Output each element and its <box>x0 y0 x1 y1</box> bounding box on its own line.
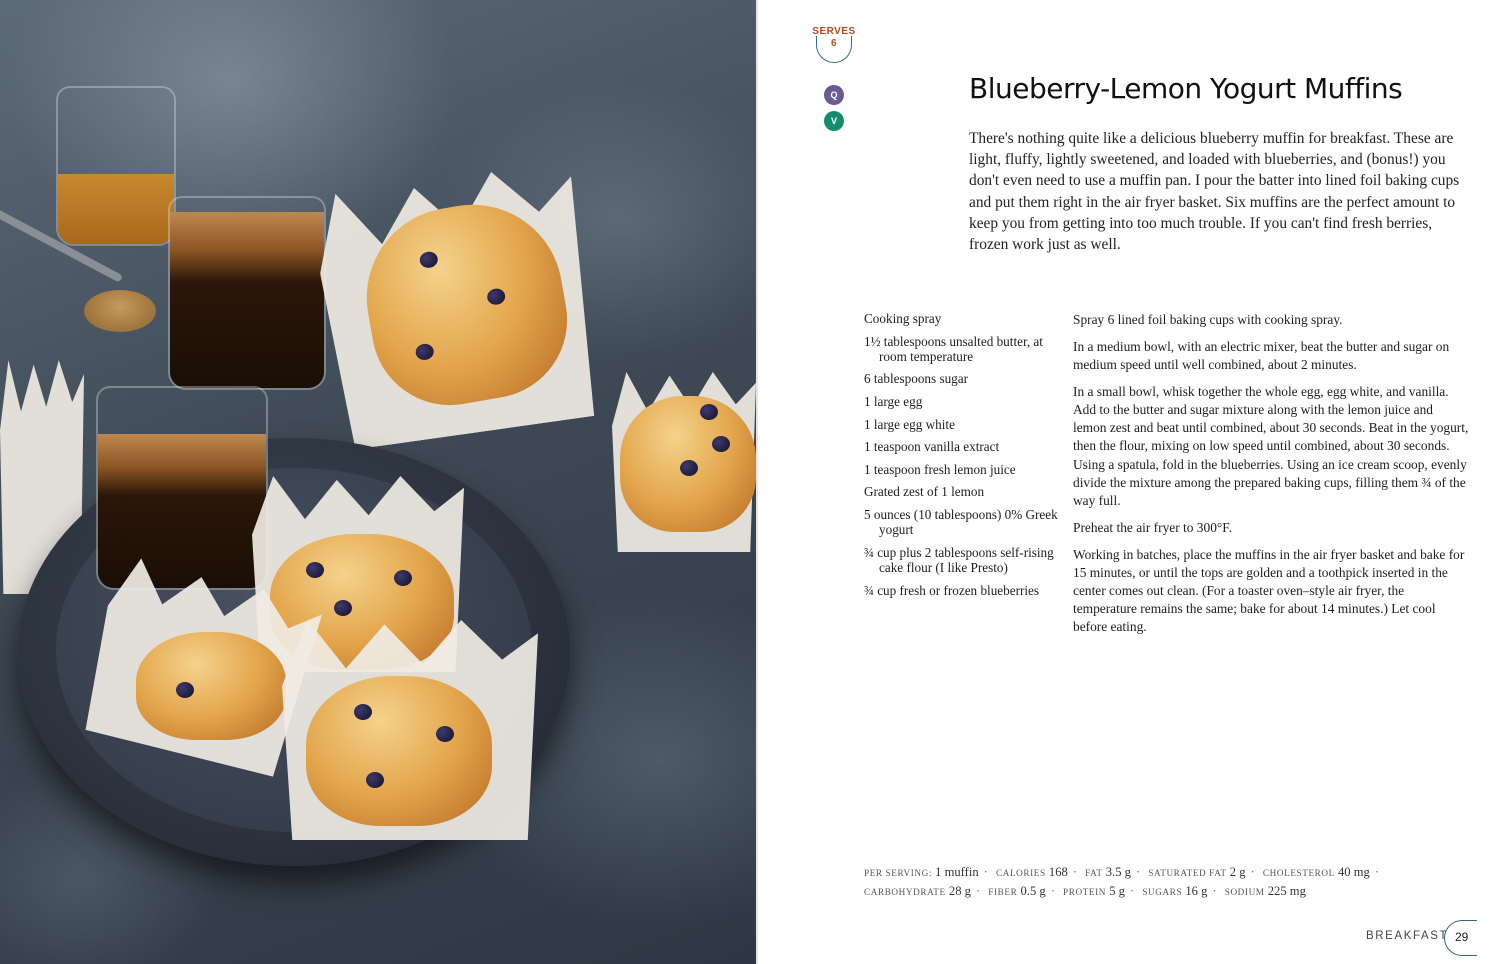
ingredient-item: 6 tablespoons sugar <box>864 371 969 387</box>
coffee-glass <box>168 196 326 390</box>
ingredient-item: 5 ounces (10 tablespoons) 0% Greek yogurt <box>864 506 1058 538</box>
ingredient-item: 1 large egg <box>864 393 923 409</box>
nutrition-value: 28 g <box>948 884 971 898</box>
ingredient-item: ¾ cup fresh or frozen blueberries <box>864 582 1040 598</box>
method-step: In a medium bowl, with an electric mixer, beat the butter and sugar on medium speed until well combined, about 2 minutes. <box>1073 338 1450 372</box>
method-step: Preheat the air fryer to 300°F. <box>1073 519 1232 535</box>
nutrition-value: 0.5 g <box>1020 884 1046 898</box>
ingredient-item: 1½ tablespoons unsalted butter, at room temperature <box>864 333 1043 364</box>
method-step: Spray 6 lined foil baking cups with cooking spray. <box>1073 312 1343 327</box>
nutrition-label: SATURATED FAT <box>1148 868 1227 878</box>
recipe-intro: There's nothing quite like a delicious blueberry muffin for breakfast. These are light, fluffy, lightly sweetened, and loaded with blueberries, and (bonus!) you don't even need to use a muffin pan. I pour the batter into lined foil baking cups and put them right in the air fryer basket. Six muffins are the perfect amount to keep you from getting into too much trouble. If you can't find fresh berries, frozen work just as well. <box>969 130 1460 254</box>
muffin <box>136 632 286 740</box>
nutrition-value: 5 g <box>1109 884 1125 898</box>
nutrition-label: SUGARS <box>1142 887 1183 897</box>
nutrition-value: 40 mg <box>1338 865 1370 879</box>
nutrition-label: CARBOHYDRATE <box>864 887 946 897</box>
spoon-bowl <box>84 290 156 332</box>
nutrition-value: 3.5 g <box>1105 865 1131 879</box>
ingredient-item: 1 teaspoon fresh lemon juice <box>864 461 1016 477</box>
ingredient-item: 1 large egg white <box>864 416 955 432</box>
nutrition-info: PER SERVING: 1 muffin · CALORIES 168 · FAT 3.5 g · SATURATED FAT 2 g · CHOLESTEROL 40 mg · CARBOHYDRATE 28 g · FIBER 0.5 g · PROTEIN 5 g · SUGARS 16 g · SODIUM 225 mg <box>864 865 1380 898</box>
nutrition-value: 168 <box>1048 865 1068 879</box>
recipe-title: Blueberry-Lemon Yogurt Muffins <box>969 72 1403 105</box>
nutrition-value: 225 mg <box>1267 884 1306 898</box>
page-gutter <box>756 0 758 964</box>
nutrition-value: 1 muffin <box>935 865 979 879</box>
ingredient-item: ¾ cup plus 2 tablespoons self-rising cake flour (I like Presto) <box>864 544 1054 575</box>
espresso-glass <box>96 386 268 590</box>
nutrition-label: FIBER <box>988 887 1018 897</box>
nutrition-value: 2 g <box>1229 865 1246 879</box>
muffin <box>620 396 756 532</box>
nutrition-label: FAT <box>1085 868 1103 878</box>
nutrition-label: SODIUM <box>1224 887 1265 897</box>
nutrition-label: CHOLESTEROL <box>1262 868 1335 878</box>
quick-badge: Q <box>824 85 844 105</box>
ingredient-item: Cooking spray <box>864 311 942 326</box>
nutrition-label: PER SERVING: <box>864 868 932 878</box>
serves-count: 6 <box>830 38 838 49</box>
sugar-glass <box>56 86 176 246</box>
nutrition-label: CALORIES <box>996 868 1046 878</box>
vegetarian-badge: V <box>824 111 844 131</box>
method-steps <box>1073 311 1469 645</box>
ingredient-list <box>864 311 1064 605</box>
nutrition-value: 16 g <box>1185 884 1208 898</box>
section-label: BREAKFAST <box>1366 930 1449 942</box>
method-step: In a small bowl, whisk together the whole egg, egg white, and vanilla. Add to the butter and sugar mixture along with the lemon juice and lemon zest and beat until combined, about 30 seconds. Beat in the yogurt, then the flour, mixing on low speed until combined, about 30 seconds. Using a spatula, fold in the blueberries. Using an ice cream scoop, evenly divide the mixture among the prepared baking cups, filling them ¾ of the way full. <box>1073 383 1469 509</box>
serves-arc <box>816 36 852 63</box>
page-number: 29 <box>1455 930 1469 944</box>
nutrition-label: PROTEIN <box>1063 887 1107 897</box>
method-step: Working in batches, place the muffins in the air fryer basket and bake for 15 minutes, or until the tops are golden and a toothpick inserted in the center comes out clean. (For a toaster oven–style air fryer, the temperature remains the same; bake for about 14 minutes.) Let cool before eating. <box>1073 546 1465 635</box>
muffin <box>306 676 492 826</box>
ingredient-item: Grated zest of 1 lemon <box>864 484 985 500</box>
serves-label: SERVES <box>812 26 856 37</box>
ingredient-item: 1 teaspoon vanilla extract <box>864 439 1000 455</box>
